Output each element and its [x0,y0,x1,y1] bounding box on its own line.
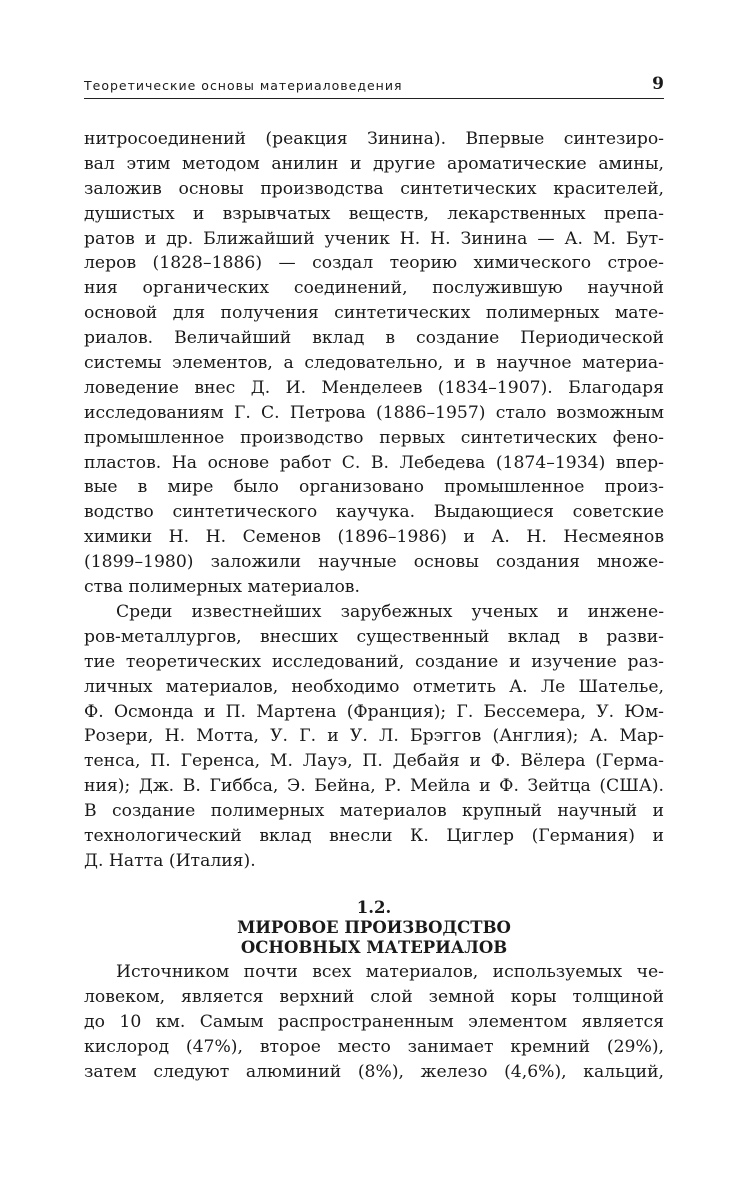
text-line: технологический вклад внесли К. Циглер (Германия) и [84,826,664,847]
section-title-line-2: ОСНОВНЫХ МАТЕРИАЛОВ [240,938,508,957]
text-line: личных материалов, необходимо отметить А. Ле Шателье, [84,676,664,697]
text-line: Источником почти всех материалов, используемых че- [116,962,664,982]
text-line: вые в мире было организовано промышленное произ- [84,477,664,498]
text-line: леров (1828–1886) — создал теорию химического строе- [84,253,664,274]
text-line: затем следуют алюминий (8%), железо (4,6%), кальций, [84,1061,664,1082]
text-line: В создание полимерных материалов крупный научный и [84,801,664,822]
text-line: кислород (47%), второе место занимает кремний (29%), [84,1036,664,1057]
text-line: ловеком, является верхний слой земной коры толщиной [84,986,664,1007]
text-line: Ф. Осмонда и П. Мартена (Франция); Г. Бессемера, У. Юм- [84,701,664,722]
text-line: водство синтетического каучука. Выдающиеся советские [84,502,664,523]
text-line: тие теоретических исследований, создание и изучение раз- [84,651,664,672]
text-line: ратов и др. Ближайший ученик Н. Н. Зинина — А. М. Бут- [84,228,664,249]
text-line: пластов. На основе работ С. В. Лебедева (1874–1934) впер- [84,452,664,473]
paragraph-1 [84,127,664,600]
text-line: нитросоединений (реакция Зинина). Впервые синтезиро- [84,129,664,149]
running-header [84,76,664,99]
text-line: Розери, Н. Мотта, У. Г. и У. Л. Брэггов (Англия); А. Мар- [84,726,664,747]
text-line: вал этим методом анилин и другие ароматические амины, [84,153,664,174]
text-line: ния); Дж. В. Гиббса, Э. Бейна, Р. Мейла и Ф. Зейтца (США). [84,776,664,797]
text-line: Среди известнейших зарубежных ученых и инжене- [116,602,664,622]
running-title: Теоретические основы материаловедения [84,78,403,93]
text-line: (1899–1980) заложили научные основы создания множе- [84,552,664,573]
text-line: промышленное производство первых синтетических фено- [84,427,664,448]
section-heading [84,898,664,958]
text-line: ров-металлургов, внесших существенный вклад в разви- [84,626,664,647]
page-number: 9 [652,74,664,94]
text-line: до 10 км. Самым распространенным элементом является [84,1011,664,1032]
paragraph-2 [84,600,664,874]
text-line: основой для получения синтетических полимерных мате- [84,303,664,324]
text-line: тенса, П. Геренса, М. Лауэ, П. Дебайя и Ф. Вёлера (Герма- [84,751,664,772]
text-line: системы элементов, а следовательно, и в научное материа- [84,353,664,374]
text-line: заложив основы производства синтетических красителей, [84,178,664,199]
text-line: исследованиям Г. С. Петрова (1886–1957) стало возможным [84,402,664,423]
text-line: риалов. Величайший вклад в создание Периодической [84,328,664,349]
section-title-line-1: МИРОВОЕ ПРОИЗВОДСТВО [237,918,511,937]
paragraph-3 [84,960,664,1084]
section-number: 1.2. [356,898,392,917]
text-line: ства полимерных материалов. [84,577,360,598]
text-line: ловедение внес Д. И. Менделеев (1834–1907). Благодаря [84,377,664,398]
text-line: ния органических соединений, послужившую научной [84,278,664,299]
text-line: душистых и взрывчатых веществ, лекарственных препа- [84,203,664,224]
text-line: химики Н. Н. Семенов (1896–1986) и А. Н. Несмеянов [84,527,664,548]
text-line: Д. Натта (Италия). [84,850,256,871]
